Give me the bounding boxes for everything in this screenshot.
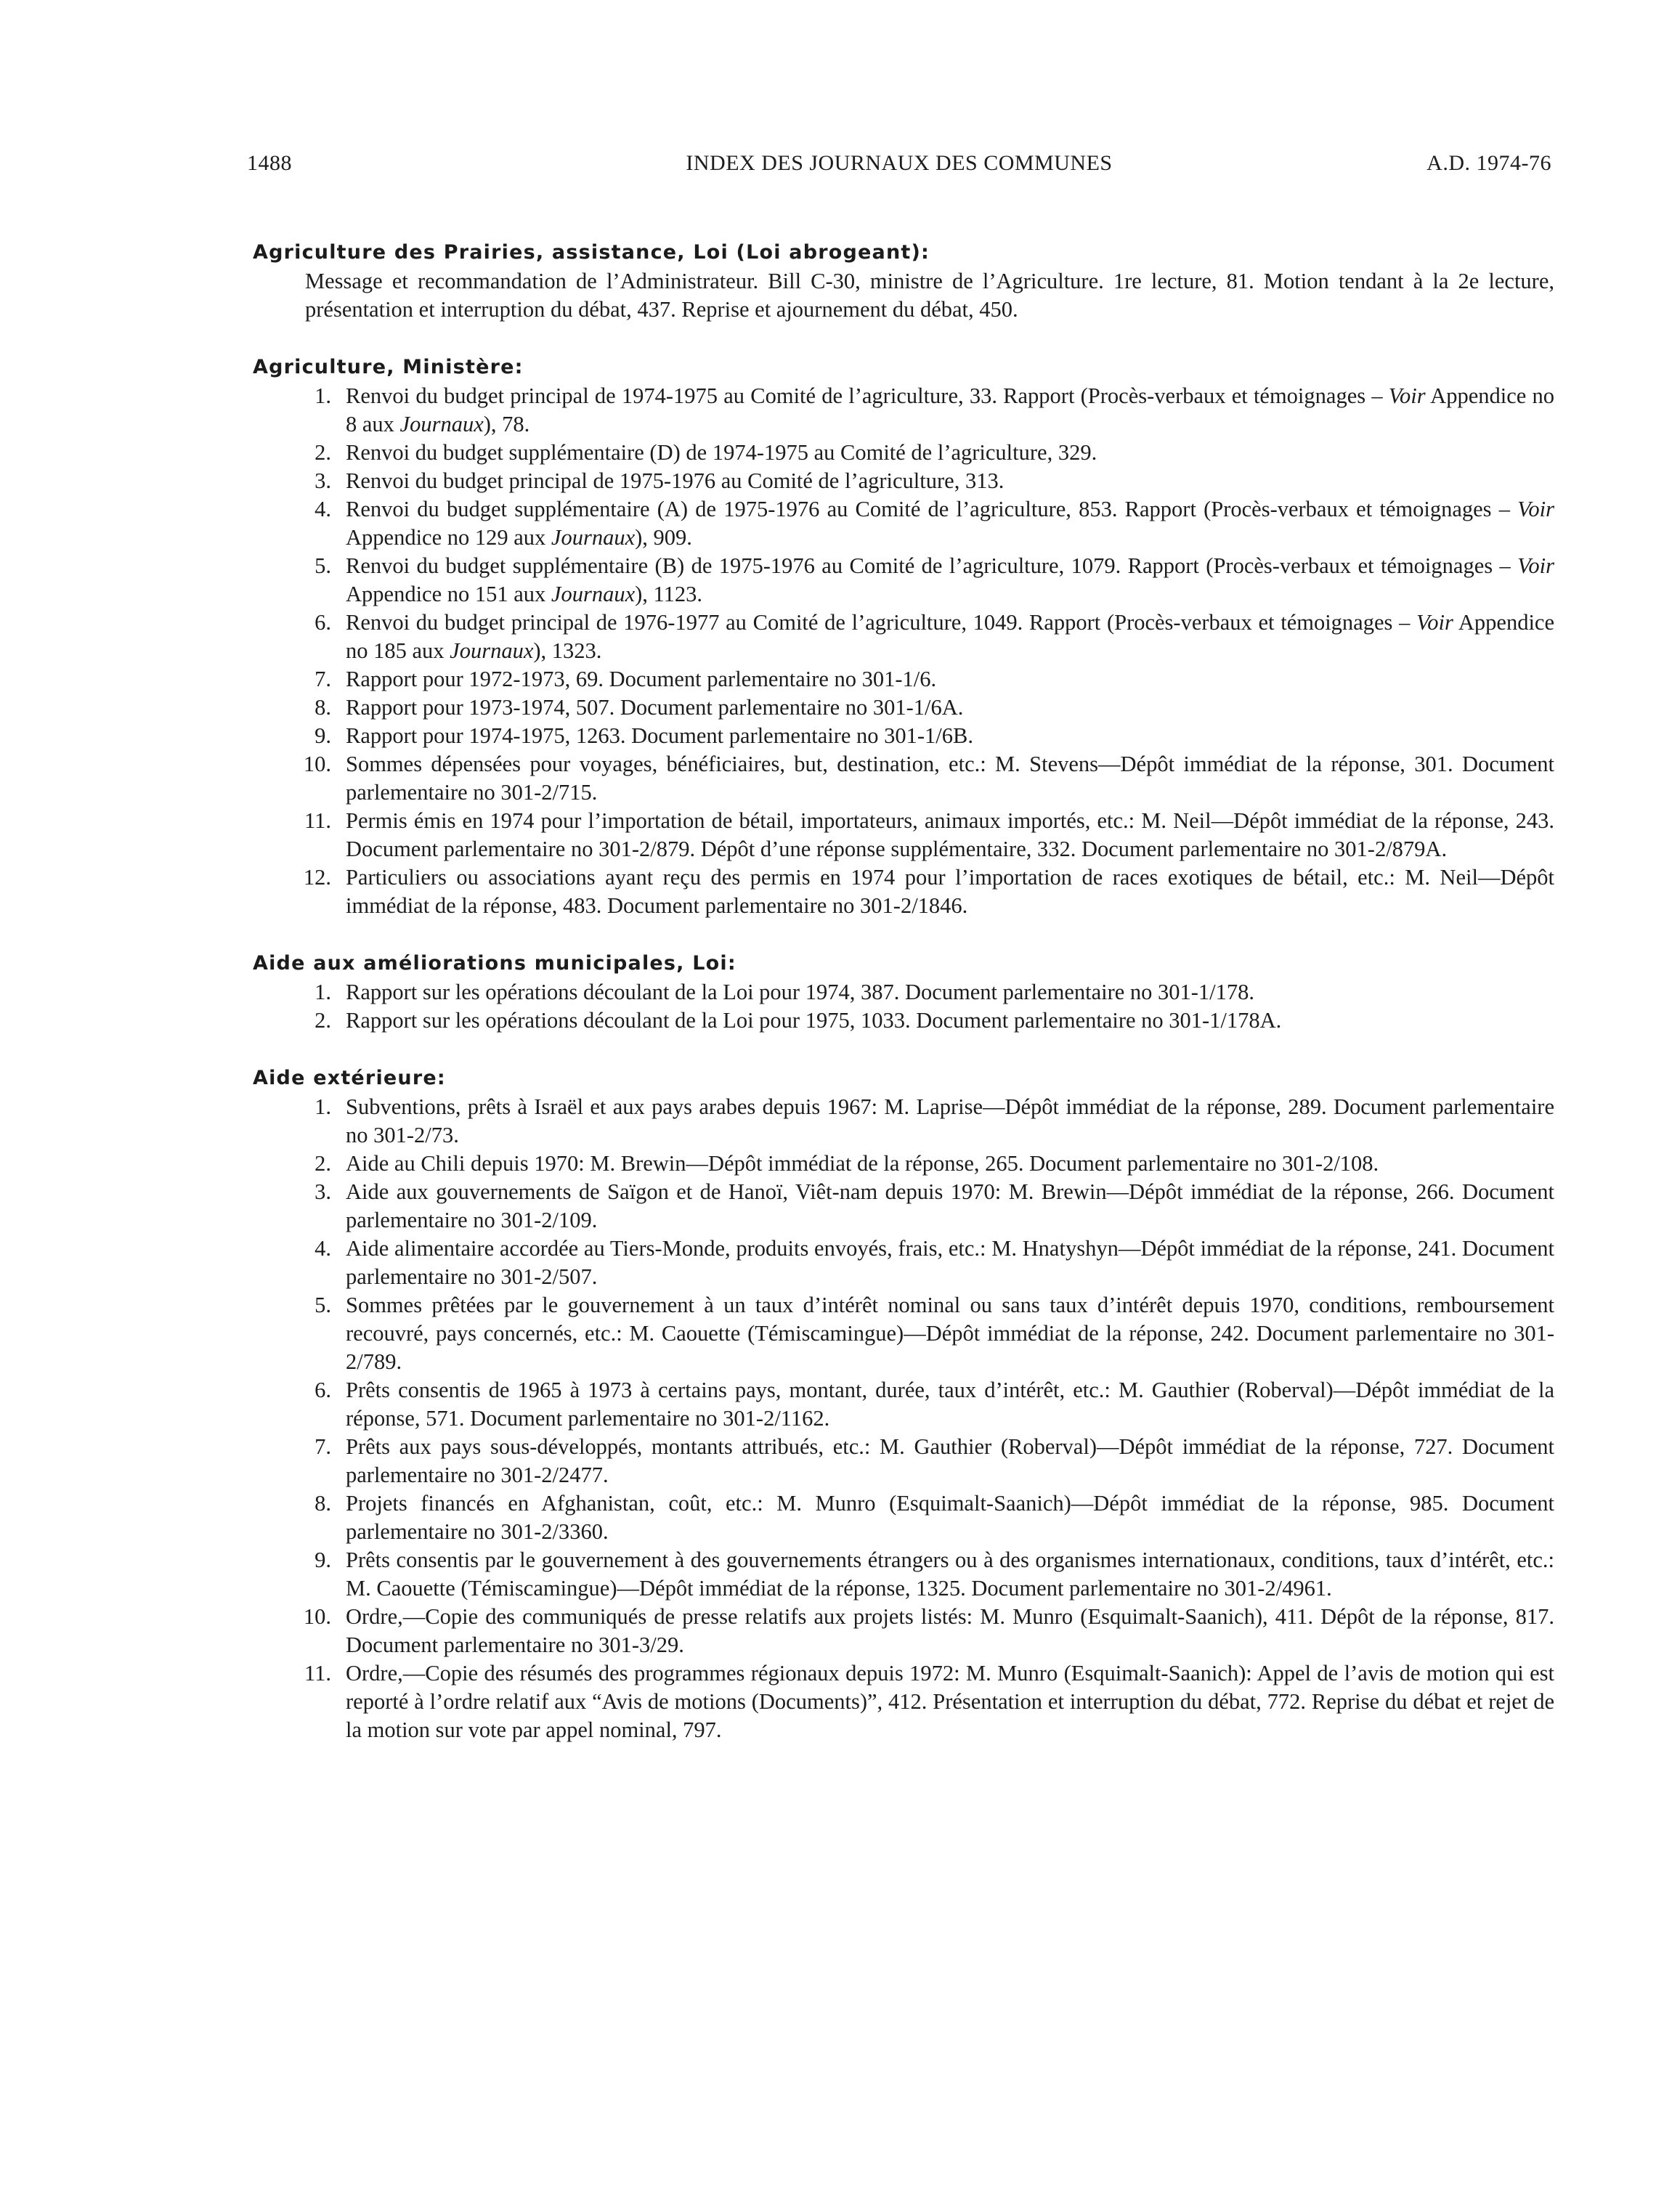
list-item — [253, 978, 1554, 1007]
list-item — [253, 467, 1554, 495]
section-paragraph: Message et recommandation de l’Administrateur. Bill C-30, ministre de l’Agriculture. 1re lecture, 81. Motion tendant à la 2e lecture, présentation et interruption du débat, 437. Reprise et ajournement du débat, 450. — [305, 269, 1554, 322]
session-years: A.D. 1974-76 — [1427, 151, 1551, 175]
list-item — [253, 1433, 1554, 1489]
item-text: Rapport pour 1974-1975, 1263. Document parlementaire no 301-1/6B. — [346, 723, 973, 748]
section-heading: Aide extérieure: — [253, 1067, 446, 1089]
list-item — [253, 552, 1554, 609]
item-text: Renvoi du budget supplémentaire (A) de 1975-1976 au Comité de l’agriculture, 853. Rapport (Procès-verbaux et témoignages – Voir Appendice no 129 aux Journaux), 909. — [346, 497, 1554, 550]
entry-list — [253, 1093, 1554, 1744]
item-text: Prêts consentis par le gouvernement à des gouvernements étrangers ou à des organismes internationaux, conditions, taux d’intérêt, etc.: M. Caouette (Témiscamingue)—Dépôt immédiat de la réponse, 1325. Document parlementaire no 301-2/4961. — [346, 1548, 1554, 1601]
list-item — [253, 1150, 1554, 1178]
list-item — [253, 750, 1554, 807]
item-number: 8. — [314, 695, 331, 720]
item-text: Ordre,—Copie des communiqués de presse relatifs aux projets listés: M. Munro (Esquimalt-Saanich), 411. Dépôt de la réponse, 817. Document parlementaire no 301-3/29. — [346, 1604, 1554, 1657]
item-number: 4. — [314, 1236, 331, 1261]
item-number: 5. — [314, 1293, 331, 1317]
list-item — [253, 1489, 1554, 1546]
item-number: 6. — [314, 1378, 331, 1402]
list-item — [253, 1546, 1554, 1603]
item-text: Permis émis en 1974 pour l’importation de bétail, importateurs, animaux importés, etc.: M. Neil—Dépôt immédiat de la réponse, 243. Document parlementaire no 301-2/879. Dépôt d’une réponse supplémentaire, 332. Document parlementaire no 301-2/879A. — [346, 808, 1554, 861]
list-item — [253, 439, 1554, 467]
item-number: 11. — [304, 808, 331, 833]
item-number: 12. — [303, 865, 331, 890]
list-item — [253, 495, 1554, 552]
item-text: Rapport sur les opérations découlant de la Loi pour 1975, 1033. Document parlementaire no 301-1/178A. — [346, 1008, 1282, 1033]
entry-list — [253, 382, 1554, 920]
item-number: 10. — [303, 1604, 331, 1629]
section-heading: Aide aux améliorations municipales, Loi: — [253, 952, 736, 975]
list-item — [253, 1007, 1554, 1035]
item-text: Renvoi du budget supplémentaire (B) de 1975-1976 au Comité de l’agriculture, 1079. Rapport (Procès-verbaux et témoignages – Voir Appendice no 151 aux Journaux), 1123. — [346, 553, 1554, 606]
item-number: 2. — [314, 1008, 331, 1033]
journal-title: INDEX DES JOURNAUX DES COMMUNES — [686, 151, 1113, 175]
item-text: Particuliers ou associations ayant reçu des permis en 1974 pour l’importation de races exotiques de bétail, etc.: M. Neil—Dépôt immédiat de la réponse, 483. Document parlementaire no 301-2/1846. — [346, 865, 1554, 918]
item-text: Aide aux gouvernements de Saïgon et de Hanoï, Viêt-nam depuis 1970: M. Brewin—Dépôt immédiat de la réponse, 266. Document parlementaire no 301-2/109. — [346, 1179, 1554, 1232]
item-number: 6. — [314, 610, 331, 635]
item-text: Rapport pour 1973-1974, 507. Document parlementaire no 301-1/6A. — [346, 695, 964, 720]
index-section — [253, 949, 1554, 1035]
item-text: Prêts aux pays sous-développés, montants attribués, etc.: M. Gauthier (Roberval)—Dépôt immédiat de la réponse, 727. Document parlementaire no 301-2/2477. — [346, 1434, 1554, 1487]
list-item — [253, 722, 1554, 750]
item-number: 7. — [314, 667, 331, 691]
list-item — [253, 694, 1554, 722]
item-number: 9. — [314, 1548, 331, 1572]
list-item — [253, 1291, 1554, 1376]
item-number: 9. — [314, 723, 331, 748]
item-number: 1. — [314, 383, 331, 408]
item-text: Sommes dépensées pour voyages, bénéficiaires, but, destination, etc.: M. Stevens—Dépôt immédiat de la réponse, 301. Document parlementaire no 301-2/715. — [346, 752, 1554, 805]
item-number: 1. — [314, 980, 331, 1004]
item-number: 4. — [314, 497, 331, 521]
list-item — [253, 1376, 1554, 1433]
index-content — [253, 238, 1554, 1773]
section-heading: Agriculture des Prairies, assistance, Loi (Loi abrogeant): — [253, 241, 930, 264]
item-text: Renvoi du budget principal de 1976-1977 au Comité de l’agriculture, 1049. Rapport (Procès-verbaux et témoignages – Voir Appendice no 185 aux Journaux), 1323. — [346, 610, 1554, 663]
item-number: 3. — [314, 1179, 331, 1204]
item-text: Renvoi du budget principal de 1974-1975 au Comité de l’agriculture, 33. Rapport (Procès-verbaux et témoignages – Voir Appendice no 8 aux Journaux), 78. — [346, 383, 1554, 436]
item-number: 5. — [314, 553, 331, 578]
item-number: 11. — [304, 1661, 331, 1686]
list-item — [253, 609, 1554, 665]
item-number: 2. — [314, 440, 331, 465]
item-number: 8. — [314, 1491, 331, 1516]
entry-list — [253, 978, 1554, 1035]
item-number: 7. — [314, 1434, 331, 1459]
list-item — [253, 1178, 1554, 1235]
running-header — [247, 151, 1551, 183]
item-text: Aide alimentaire accordée au Tiers-Monde, produits envoyés, frais, etc.: M. Hnatyshyn—Dépôt immédiat de la réponse, 241. Document parlementaire no 301-2/507. — [346, 1236, 1554, 1289]
item-text: Rapport pour 1972-1973, 69. Document parlementaire no 301-1/6. — [346, 667, 937, 691]
item-text: Projets financés en Afghanistan, coût, etc.: M. Munro (Esquimalt-Saanich)—Dépôt immédiat de la réponse, 985. Document parlementaire no 301-2/3360. — [346, 1491, 1554, 1544]
page-number: 1488 — [247, 151, 292, 175]
list-item — [253, 863, 1554, 920]
list-item — [253, 807, 1554, 863]
item-text: Renvoi du budget supplémentaire (D) de 1974-1975 au Comité de l’agriculture, 329. — [346, 440, 1097, 465]
list-item — [253, 1093, 1554, 1150]
item-text: Aide au Chili depuis 1970: M. Brewin—Dépôt immédiat de la réponse, 265. Document parlementaire no 301-2/108. — [346, 1151, 1379, 1176]
item-number: 1. — [314, 1094, 331, 1119]
list-item — [253, 1659, 1554, 1744]
item-text: Ordre,—Copie des résumés des programmes régionaux depuis 1972: M. Munro (Esquimalt-Saanich): Appel de l’avis de motion qui est reporté à l’ordre relatif aux “Avis de motions (Documents)”, 412. Présentation et interruption du débat, 772. Reprise du débat et rejet de la motion sur vote par appel nominal, 797. — [346, 1661, 1554, 1742]
item-number: 3. — [314, 468, 331, 493]
list-item — [253, 1235, 1554, 1291]
index-section — [253, 1064, 1554, 1744]
index-section — [253, 353, 1554, 920]
item-text: Rapport sur les opérations découlant de la Loi pour 1974, 387. Document parlementaire no 301-1/178. — [346, 980, 1255, 1004]
list-item — [253, 382, 1554, 439]
item-text: Renvoi du budget principal de 1975-1976 au Comité de l’agriculture, 313. — [346, 468, 1005, 493]
index-section — [253, 238, 1554, 324]
list-item — [253, 665, 1554, 694]
section-heading: Agriculture, Ministère: — [253, 356, 524, 378]
list-item — [253, 1603, 1554, 1659]
item-number: 2. — [314, 1151, 331, 1176]
item-text: Subventions, prêts à Israël et aux pays arabes depuis 1967: M. Laprise—Dépôt immédiat de la réponse, 289. Document parlementaire no 301-2/73. — [346, 1094, 1554, 1147]
item-text: Sommes prêtées par le gouvernement à un taux d’intérêt nominal ou sans taux d’intérêt depuis 1970, conditions, remboursement recouvré, pays concernés, etc.: M. Caouette (Témiscamingue)—Dépôt immédiat de la réponse, 242. Document parlementaire no 301-2/789. — [346, 1293, 1554, 1374]
item-text: Prêts consentis de 1965 à 1973 à certains pays, montant, durée, taux d’intérêt, etc.: M. Gauthier (Roberval)—Dépôt immédiat de la réponse, 571. Document parlementaire no 301-2/1162. — [346, 1378, 1554, 1431]
item-number: 10. — [303, 752, 331, 776]
